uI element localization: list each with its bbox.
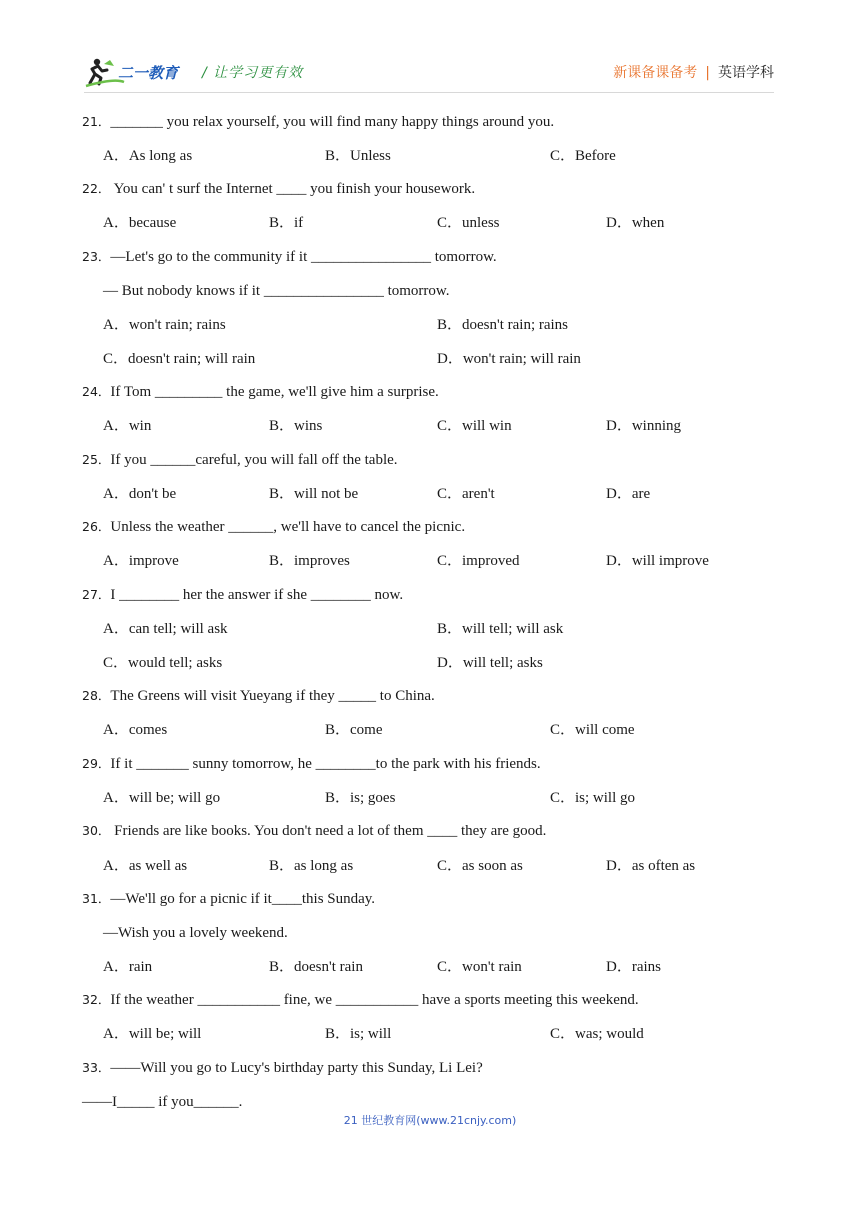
option-b: B．is; goes [325,790,396,806]
question-29 [82,754,541,774]
question-28 [82,686,435,706]
header-right [613,62,774,82]
option-b: B．come [325,722,383,738]
option-c: C．improved [437,553,520,569]
question-30 [82,821,546,841]
option-a: A．comes [103,722,168,738]
question-24 [82,382,439,402]
question-number: 30． [82,823,111,838]
course-label: 新课备课备考 [613,65,698,81]
page-header [84,56,774,90]
option-a: A．win [103,418,152,434]
question-number: 28． [82,688,111,703]
option-b: B．doesn't rain; rains [437,317,569,333]
question-number: 33． [82,1060,111,1075]
option-c: C．will win [437,418,512,434]
header-slogan: / 让学习更有效 [202,65,304,81]
question-26 [82,517,465,537]
question-stem: —We'll go for a picnic if it____this Sunday. [110,891,376,907]
question-number: 31． [82,891,111,906]
option-a: A．because [103,215,177,231]
option-c: C．aren't [437,486,495,502]
question-stem: Friends are like books. You don't need a lot of them ____ they are good. [110,823,547,839]
subject-label: 英语学科 [718,65,774,81]
option-a: A．as well as [103,858,188,874]
option-b: B．doesn't rain [269,959,363,975]
question-stem: Unless the weather ______, we'll have to cancel the picnic. [110,519,466,535]
question-stem: If it _______ sunny tomorrow, he ________to the park with his friends. [110,756,541,772]
option-b: B．will not be [269,486,359,502]
option-a: A．will be; will [103,1026,202,1042]
option-d: D．winning [606,418,682,434]
page-footer: 21 世纪教育网(www.21cnjy.com) [343,1114,517,1127]
question-stem: You can' t surf the Internet ____ you finish your housework. [110,181,476,197]
brand-logo [84,56,196,88]
question-number: 27． [82,587,111,602]
question-stem: If you ______careful, you will fall off the table. [110,452,398,468]
question-31 [82,889,375,909]
option-c: C．is; will go [550,790,636,806]
option-b: B．if [269,215,304,231]
question-stem: _______ you relax yourself, you will find many happy things around you. [110,114,555,130]
option-c: C．would tell; asks [103,655,223,671]
question-stem: I ________ her the answer if she ________ now. [110,587,404,603]
option-c: C．doesn't rain; will rain [103,351,256,367]
question-stem: The Greens will visit Yueyang if they _____ to China. [110,688,435,704]
question-number: 32． [82,992,111,1007]
header-divider [84,92,774,93]
option-c: C．Before [550,148,616,164]
dialogue-line: —Wish you a lovely weekend. [103,925,288,941]
option-c: C．won't rain [437,959,522,975]
option-d: D．rains [606,959,661,975]
question-number: 29． [82,756,111,771]
question-32 [82,990,639,1010]
option-d: D．are [606,486,651,502]
question-stem: If the weather ___________ fine, we ___________ have a sports meeting this weekend. [110,992,639,1008]
option-b: B．will tell; will ask [437,621,564,637]
header-separator: | [705,65,710,81]
option-a: A．can tell; will ask [103,621,228,637]
question-stem: If Tom _________ the game, we'll give him a surprise. [110,384,439,400]
question-stem: ——Will you go to Lucy's birthday party this Sunday, Li Lei? [110,1060,483,1076]
dialogue-line: ——I_____ if you______. [82,1094,243,1110]
option-a: A．don't be [103,486,177,502]
option-c: C．will come [550,722,635,738]
option-a: A．won't rain; rains [103,317,226,333]
option-a: A．will be; will go [103,790,221,806]
option-b: B．as long as [269,858,354,874]
logo-text: 二一教育 [118,64,179,82]
option-d: D．will tell; asks [437,655,543,671]
option-c: C．unless [437,215,500,231]
option-d: D．when [606,215,665,231]
question-stem: —Let's go to the community if it ________________ tomorrow. [110,249,497,265]
option-b: B．is; will [325,1026,392,1042]
question-21 [82,112,554,132]
question-23 [82,247,497,267]
option-c: C．as soon as [437,858,523,874]
option-d: D．won't rain; will rain [437,351,581,367]
option-d: D．as often as [606,858,696,874]
option-a: A．As long as [103,148,193,164]
option-a: A．rain [103,959,153,975]
question-number: 21． [82,114,111,129]
option-c: C．was; would [550,1026,644,1042]
option-b: B．Unless [325,148,391,164]
question-number: 22． [82,181,111,196]
question-number: 25． [82,452,111,467]
question-number: 26． [82,519,111,534]
option-d: D．will improve [606,553,709,569]
question-22 [82,179,475,199]
question-25 [82,450,398,470]
question-number: 24． [82,384,111,399]
dialogue-line: — But nobody knows if it ________________ tomorrow. [103,283,450,299]
question-27 [82,585,403,605]
option-b: B．improves [269,553,350,569]
question-number: 23． [82,249,111,264]
question-33 [82,1058,483,1078]
option-b: B．wins [269,418,323,434]
option-a: A．improve [103,553,179,569]
